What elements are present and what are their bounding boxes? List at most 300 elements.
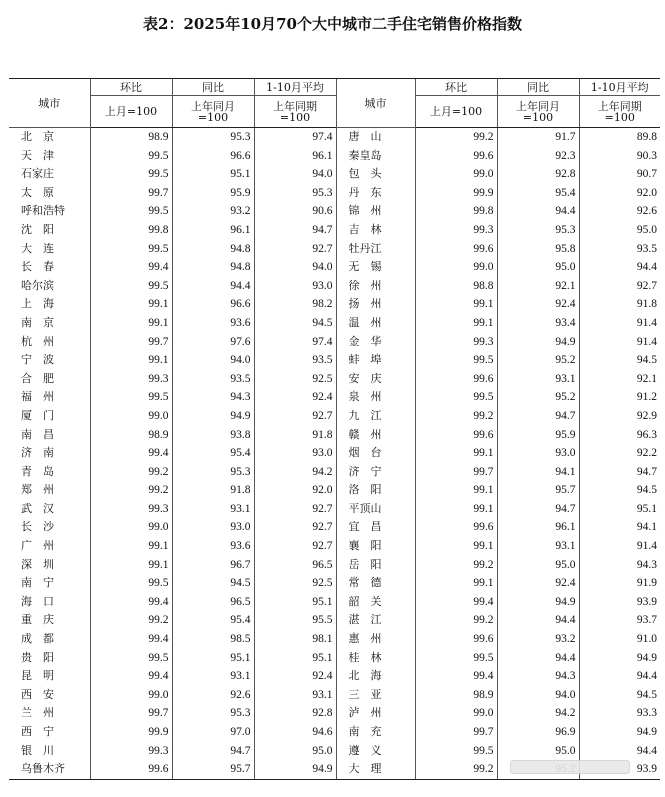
yoy-value-right: 93.4 [497,314,579,333]
avg-value-right: 93.9 [579,760,660,779]
city-name-right: 锦 州 [336,202,415,221]
yoy-value-right: 95.0 [497,556,579,575]
table-row [9,351,660,370]
mom-value-right: 99.1 [415,500,497,519]
mom-value-left: 99.4 [90,444,172,463]
mom-value-left: 99.2 [90,481,172,500]
table-row [9,184,660,203]
yoy-value-left: 95.3 [172,463,254,482]
avg-value-left: 92.7 [254,500,336,519]
mom-value-right: 99.6 [415,630,497,649]
table-row [9,407,660,426]
city-name-left: 广 州 [21,539,54,553]
mom-value-left: 99.0 [90,686,172,705]
yoy-value-left: 91.8 [172,481,254,500]
mom-value-right: 99.1 [415,574,497,593]
city-name-right: 安 庆 [336,370,415,389]
table-row [9,370,660,389]
table-row [9,333,660,352]
yoy-value-right: 96.1 [497,518,579,537]
table-row [9,667,660,686]
yoy-value-right: 92.1 [497,277,579,296]
mom-value-left: 99.7 [90,333,172,352]
table-row [9,611,660,630]
table-row [9,128,660,147]
mom-value-left: 99.3 [90,370,172,389]
avg-value-left: 92.7 [254,407,336,426]
city-name-left: 乌鲁木齐 [9,760,90,779]
yoy-value-right: 94.7 [497,407,579,426]
avg-value-right: 94.5 [579,686,660,705]
mom-value-left: 99.7 [90,704,172,723]
yoy-value-right: 95.7 [497,481,579,500]
table-row [9,704,660,723]
avg-value-left: 94.6 [254,723,336,742]
avg-value-left: 92.7 [254,518,336,537]
table-row [9,686,660,705]
yoy-value-left: 97.0 [172,723,254,742]
price-index-table [9,78,660,780]
avg-value-left: 95.1 [254,649,336,668]
avg-value-right: 94.9 [579,723,660,742]
city-name-right: 温 州 [336,314,415,333]
city-name-right: 丹 东 [336,184,415,203]
mom-value-left: 99.5 [90,277,172,296]
avg-value-left: 92.7 [254,537,336,556]
avg-value-left: 96.1 [254,147,336,166]
table-row [9,314,660,333]
table-row [9,518,660,537]
mom-value-left: 99.8 [90,221,172,240]
city-name-left: 兰 州 [21,706,54,720]
avg-value-right: 93.9 [579,593,660,612]
table-row [9,258,660,277]
mom-value-left: 98.9 [90,128,172,147]
table-row [9,202,660,221]
city-name-right: 赣 州 [336,426,415,445]
yoy-value-left: 96.6 [172,147,254,166]
yoy-value-right: 94.9 [497,333,579,352]
city-name-left: 杭 州 [21,334,54,348]
avg-value-left: 95.5 [254,611,336,630]
mom-value-right: 99.1 [415,481,497,500]
avg-value-left: 97.4 [254,128,336,147]
yoy-value-right: 95.4 [497,184,579,203]
table-row [9,388,660,407]
mom-value-left: 99.4 [90,630,172,649]
yoy-value-right: 94.4 [497,611,579,630]
avg-value-right: 92.2 [579,444,660,463]
city-name-right: 泸 州 [336,704,415,723]
avg-value-right: 95.1 [579,500,660,519]
avg-value-left: 95.3 [254,184,336,203]
yoy-value-left: 93.6 [172,314,254,333]
mom-value-left: 99.5 [90,574,172,593]
city-name-left: 贵 阳 [21,650,54,664]
mom-value-right: 99.0 [415,258,497,277]
avg-value-left: 94.9 [254,760,336,779]
yoy-value-left: 95.1 [172,165,254,184]
city-name-left: 北 京 [21,130,54,143]
city-name-right: 洛 阳 [336,481,415,500]
yoy-value-left: 95.4 [172,444,254,463]
mom-value-right: 99.3 [415,333,497,352]
city-name-right: 桂 林 [336,649,415,668]
city-name-left: 南 京 [21,315,54,329]
city-name-left: 大 连 [21,241,54,255]
avg-value-left: 94.0 [254,258,336,277]
mom-value-right: 99.2 [415,611,497,630]
mom-value-left: 99.4 [90,593,172,612]
mom-value-right: 99.5 [415,351,497,370]
mom-value-right: 99.6 [415,147,497,166]
sub-avg-left: 上年同期 =100 [254,96,336,128]
table-row [9,481,660,500]
yoy-value-left: 94.9 [172,407,254,426]
avg-value-right: 94.7 [579,463,660,482]
mom-value-right: 98.8 [415,277,497,296]
city-name-right: 岳 阳 [336,556,415,575]
table-row [9,556,660,575]
sub-yoy-left: 上年同月 =100 [172,96,254,128]
table-row [9,240,660,259]
mom-value-left: 99.1 [90,537,172,556]
avg-value-left: 94.5 [254,314,336,333]
avg-value-right: 89.8 [579,128,660,147]
avg-value-right: 90.3 [579,147,660,166]
mom-value-right: 99.2 [415,407,497,426]
city-name-left: 哈尔滨 [21,278,54,292]
mom-value-left: 99.0 [90,518,172,537]
avg-value-left: 92.5 [254,574,336,593]
avg-value-right: 91.2 [579,388,660,407]
avg-value-left: 93.1 [254,686,336,705]
avg-value-right: 94.9 [579,649,660,668]
table-row [9,723,660,742]
yoy-value-right: 95.9 [497,426,579,445]
mom-value-right: 99.2 [415,128,497,147]
avg-value-right: 91.4 [579,314,660,333]
city-name-left: 天 津 [21,148,54,162]
yoy-value-left: 98.5 [172,630,254,649]
mom-value-left: 99.5 [90,202,172,221]
avg-value-left: 95.0 [254,742,336,761]
mom-value-right: 99.4 [415,593,497,612]
yoy-value-left: 96.6 [172,295,254,314]
yoy-value-left: 96.1 [172,221,254,240]
mom-value-left: 99.5 [90,240,172,259]
avg-value-right: 91.4 [579,333,660,352]
city-name-right: 蚌 埠 [336,351,415,370]
yoy-value-left: 95.4 [172,611,254,630]
city-name-left: 银 川 [21,743,54,757]
city-name-right: 烟 台 [336,444,415,463]
city-name-left: 武 汉 [21,501,54,515]
table-row [9,221,660,240]
avg-value-right: 94.4 [579,667,660,686]
mom-value-left: 99.6 [90,760,172,779]
city-name-left: 太 原 [21,185,54,199]
city-name-right: 泉 州 [336,388,415,407]
city-name-left: 济 南 [21,446,54,460]
avg-value-right: 94.5 [579,351,660,370]
city-name-right: 惠 州 [336,630,415,649]
avg-value-left: 98.2 [254,295,336,314]
yoy-value-left: 94.8 [172,240,254,259]
header-mom-right: 环比 [415,79,497,96]
table-row [9,574,660,593]
mom-value-right: 99.4 [415,667,497,686]
yoy-value-left: 93.2 [172,202,254,221]
city-name-left: 合 肥 [21,371,54,385]
sub-yoy-right: 上年同月 =100 [497,96,579,128]
mom-value-left: 99.0 [90,407,172,426]
mom-value-right: 98.9 [415,686,497,705]
yoy-value-right: 94.9 [497,593,579,612]
city-name-right: 包 头 [336,165,415,184]
avg-value-left: 93.5 [254,351,336,370]
city-name-right: 济 宁 [336,463,415,482]
city-name-right: 秦皇岛 [336,147,415,166]
table-row [9,147,660,166]
city-name-left: 长 春 [21,260,54,274]
city-name-right: 徐 州 [336,277,415,296]
yoy-value-right: 94.4 [497,649,579,668]
city-name-left: 重 庆 [21,613,54,627]
mom-value-left: 99.5 [90,388,172,407]
mom-value-right: 99.2 [415,556,497,575]
mom-value-right: 99.6 [415,426,497,445]
mom-value-left: 99.1 [90,556,172,575]
yoy-value-left: 93.1 [172,500,254,519]
city-name-left: 宁 波 [21,353,54,367]
mom-value-right: 99.1 [415,444,497,463]
mom-value-right: 99.6 [415,240,497,259]
city-name-left: 沈 阳 [21,222,54,236]
avg-value-right: 92.1 [579,370,660,389]
table-row [9,500,660,519]
avg-value-right: 92.7 [579,277,660,296]
table-row [9,537,660,556]
avg-value-right: 92.9 [579,407,660,426]
mom-value-left: 99.5 [90,165,172,184]
table-row [9,742,660,761]
city-name-right: 韶 关 [336,593,415,612]
avg-value-right: 94.4 [579,258,660,277]
mom-value-right: 99.3 [415,221,497,240]
city-name-left: 南 昌 [21,427,54,441]
avg-value-left: 96.5 [254,556,336,575]
watermark-overlay [510,760,630,774]
city-name-left: 南 宁 [21,576,54,590]
city-name-right: 湛 江 [336,611,415,630]
yoy-value-right: 92.4 [497,295,579,314]
yoy-value-left: 93.6 [172,537,254,556]
mom-value-right: 99.1 [415,314,497,333]
city-name-right: 牡丹江 [336,240,415,259]
yoy-value-right: 96.9 [497,723,579,742]
city-name-right: 九 江 [336,407,415,426]
avg-value-left: 92.8 [254,704,336,723]
yoy-value-right: 95.2 [497,388,579,407]
header-city-left: 城市 [9,79,90,128]
yoy-value-left: 92.6 [172,686,254,705]
avg-value-right: 91.9 [579,574,660,593]
table-row [9,630,660,649]
mom-value-right: 99.7 [415,723,497,742]
header-yoy-left: 同比 [172,79,254,96]
city-name-left: 海 口 [21,594,54,608]
header-avg-right: 1-10月平均 [579,79,660,96]
mom-value-right: 99.9 [415,184,497,203]
yoy-value-right: 92.4 [497,574,579,593]
city-name-right: 无 锡 [336,258,415,277]
avg-value-right: 94.1 [579,518,660,537]
city-name-right: 大 理 [336,760,415,779]
avg-value-right: 92.6 [579,202,660,221]
avg-value-left: 93.0 [254,277,336,296]
avg-value-right: 94.5 [579,481,660,500]
yoy-value-right: 95.2 [497,351,579,370]
avg-value-left: 92.4 [254,388,336,407]
yoy-value-left: 94.7 [172,742,254,761]
city-name-left: 青 岛 [21,464,54,478]
city-name-right: 襄 阳 [336,537,415,556]
yoy-value-right: 95.3 [497,221,579,240]
avg-value-right: 93.5 [579,240,660,259]
yoy-value-left: 94.5 [172,574,254,593]
yoy-value-left: 95.3 [172,128,254,147]
header-yoy-right: 同比 [497,79,579,96]
yoy-value-left: 96.7 [172,556,254,575]
mom-value-left: 99.3 [90,742,172,761]
sub-mom-right: 上月=100 [415,96,497,128]
header-avg-left: 1-10月平均 [254,79,336,96]
city-name-left: 长 沙 [21,520,54,534]
mom-value-right: 99.6 [415,370,497,389]
yoy-value-left: 93.5 [172,370,254,389]
mom-value-right: 99.5 [415,742,497,761]
mom-value-right: 99.5 [415,388,497,407]
city-name-right: 北 海 [336,667,415,686]
yoy-value-right: 92.3 [497,147,579,166]
mom-value-left: 98.9 [90,426,172,445]
yoy-value-right: 94.0 [497,686,579,705]
avg-value-right: 91.4 [579,537,660,556]
city-name-right: 三 亚 [336,686,415,705]
mom-value-right: 99.6 [415,518,497,537]
city-name-left: 厦 门 [21,408,54,422]
yoy-value-left: 94.3 [172,388,254,407]
mom-value-left: 99.4 [90,667,172,686]
table-row [9,295,660,314]
yoy-value-right: 95.0 [497,258,579,277]
avg-value-left: 92.7 [254,240,336,259]
mom-value-left: 99.5 [90,649,172,668]
yoy-value-left: 94.8 [172,258,254,277]
city-name-left: 西 宁 [21,725,54,738]
table-row [9,463,660,482]
header-city-right: 城市 [336,79,415,128]
mom-value-left: 99.2 [90,463,172,482]
yoy-value-left: 93.8 [172,426,254,445]
yoy-value-left: 95.9 [172,184,254,203]
mom-value-right: 99.7 [415,463,497,482]
mom-value-right: 99.2 [415,760,497,779]
table-row [9,649,660,668]
yoy-value-right: 91.7 [497,128,579,147]
yoy-value-right: 93.1 [497,537,579,556]
yoy-value-right: 93.2 [497,630,579,649]
table-title: 表2：2025年10月70个大中城市二手住宅销售价格指数 [143,15,522,33]
avg-value-right: 93.3 [579,704,660,723]
yoy-value-right: 93.0 [497,444,579,463]
city-name-right: 遵 义 [336,742,415,761]
table-row [9,426,660,445]
yoy-value-right: 92.8 [497,165,579,184]
avg-value-right: 93.7 [579,611,660,630]
mom-value-right: 99.1 [415,295,497,314]
mom-value-left: 99.7 [90,184,172,203]
mom-value-right: 99.8 [415,202,497,221]
mom-value-right: 99.5 [415,649,497,668]
table-row [9,277,660,296]
avg-value-right: 90.7 [579,165,660,184]
avg-value-left: 92.0 [254,481,336,500]
avg-value-left: 92.4 [254,667,336,686]
city-name-left: 郑 州 [21,483,54,497]
avg-value-left: 98.1 [254,630,336,649]
city-name-left: 石家庄 [21,167,54,181]
table-row [9,444,660,463]
mom-value-right: 99.0 [415,704,497,723]
yoy-value-right: 94.3 [497,667,579,686]
avg-value-left: 94.0 [254,165,336,184]
avg-value-left: 90.6 [254,202,336,221]
city-name-right: 唐 山 [336,128,415,147]
avg-value-left: 95.1 [254,593,336,612]
city-name-right: 吉 林 [336,221,415,240]
avg-value-right: 95.0 [579,221,660,240]
avg-value-left: 94.2 [254,463,336,482]
yoy-value-right: 94.2 [497,704,579,723]
avg-value-left: 94.7 [254,221,336,240]
table-row [9,165,660,184]
yoy-value-left: 95.7 [172,760,254,779]
avg-value-left: 93.0 [254,444,336,463]
yoy-value-left: 93.0 [172,518,254,537]
mom-value-left: 99.1 [90,295,172,314]
city-name-right: 南 充 [336,723,415,742]
yoy-value-left: 95.1 [172,649,254,668]
mom-value-left: 99.1 [90,314,172,333]
yoy-value-left: 94.4 [172,277,254,296]
avg-value-right: 94.3 [579,556,660,575]
city-name-left: 福 州 [21,390,54,404]
mom-value-right: 99.1 [415,537,497,556]
yoy-value-left: 93.1 [172,667,254,686]
yoy-value-right: 93.1 [497,370,579,389]
city-name-left: 西 安 [21,687,54,701]
city-name-left: 成 都 [21,632,54,646]
avg-value-right: 91.0 [579,630,660,649]
mom-value-left: 99.2 [90,611,172,630]
yoy-value-left: 96.5 [172,593,254,612]
yoy-value-right: 95.8 [497,240,579,259]
mom-value-right: 99.0 [415,165,497,184]
avg-value-right: 91.8 [579,295,660,314]
mom-value-left: 99.4 [90,258,172,277]
